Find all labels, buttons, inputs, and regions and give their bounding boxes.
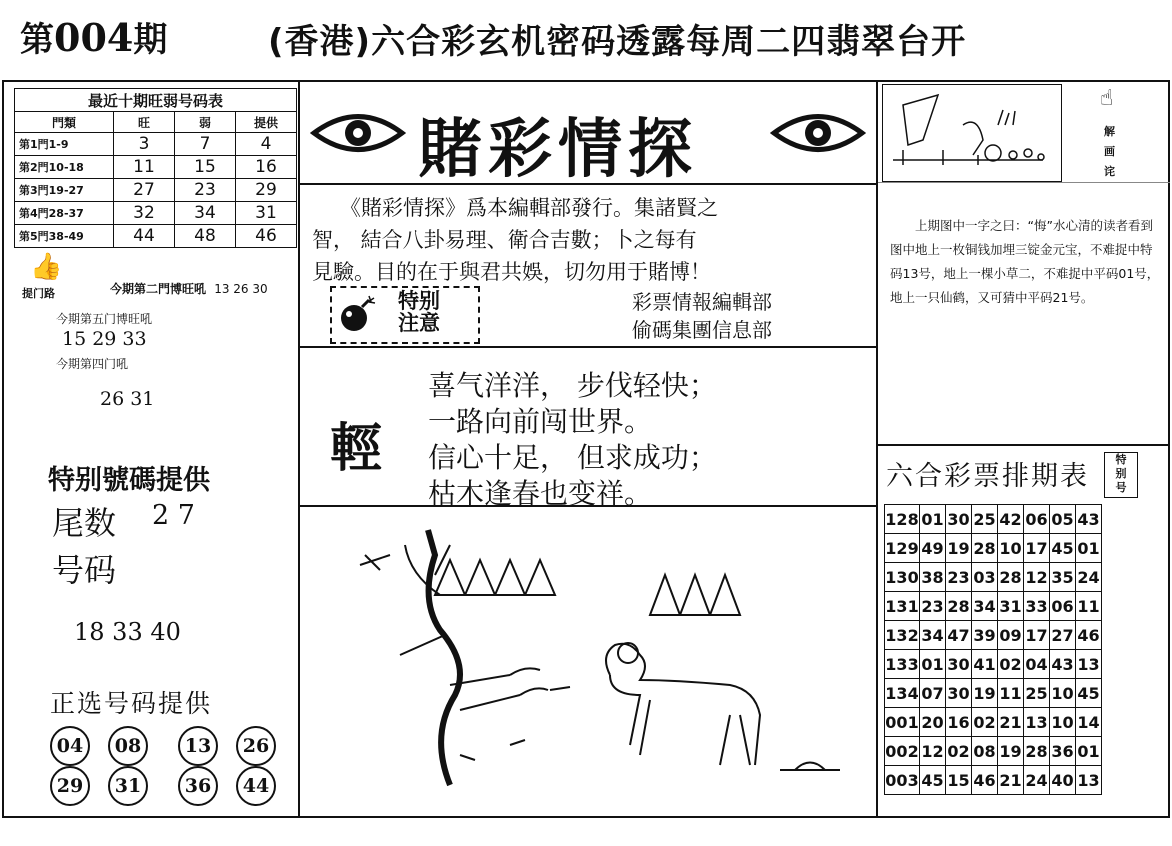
schedule-row bbox=[885, 534, 1102, 563]
row-label: 第2門10-18 bbox=[15, 156, 114, 179]
schedule-number: 08 bbox=[972, 737, 998, 766]
divider bbox=[298, 505, 878, 507]
cell: 48 bbox=[175, 225, 236, 248]
schedule-number: 20 bbox=[920, 708, 946, 737]
schedule-period: 128 bbox=[885, 505, 920, 534]
divider bbox=[298, 183, 878, 185]
table-row bbox=[15, 133, 297, 156]
schedule-number: 25 bbox=[972, 505, 998, 534]
tail-nums: 2 7 bbox=[152, 500, 195, 531]
schedule-row bbox=[885, 766, 1102, 795]
table-row bbox=[15, 225, 297, 248]
schedule-special-label: 特 别 号 bbox=[1104, 452, 1138, 498]
issue-suffix: 期 bbox=[133, 20, 168, 60]
schedule-period: 134 bbox=[885, 679, 920, 708]
col-header: 旺 bbox=[114, 112, 175, 133]
schedule-number: 42 bbox=[998, 505, 1024, 534]
row-label: 第5門38-49 bbox=[15, 225, 114, 248]
col-header: 弱 bbox=[175, 112, 236, 133]
cell: 29 bbox=[236, 179, 297, 202]
pointing-hand-icon: ☝ bbox=[1100, 86, 1114, 111]
schedule-number: 17 bbox=[1024, 621, 1050, 650]
schedule-number: 24 bbox=[1024, 766, 1050, 795]
schedule-number: 30 bbox=[946, 650, 972, 679]
solution-text: 上期图中一字之曰：“悔”水心清的读者看到图中地上一枚铜钱加埋三锭金元宝，不难捉中特码13号，地上一棵小草二，不难捉中平码01号，地上一只仙鹤，又可猜中平码21号。 bbox=[890, 218, 1160, 305]
table-row bbox=[15, 202, 297, 225]
schedule-number: 43 bbox=[1076, 505, 1102, 534]
schedule-number: 01 bbox=[920, 505, 946, 534]
zheng-title: 正选号码提供 bbox=[50, 689, 213, 718]
schedule-number: 23 bbox=[920, 592, 946, 621]
schedule-number: 45 bbox=[1050, 534, 1076, 563]
schedule-number: 12 bbox=[1024, 563, 1050, 592]
logo-title: 賭彩情探 bbox=[418, 113, 698, 187]
special-title: 特别號碼提供 bbox=[48, 465, 210, 496]
schedule-number: 45 bbox=[1076, 679, 1102, 708]
schedule-number: 09 bbox=[998, 621, 1024, 650]
ten-period-table bbox=[14, 88, 297, 248]
tail-label: 尾数 bbox=[52, 504, 117, 542]
schedule-table bbox=[884, 504, 1102, 795]
poem-char: 輕 bbox=[330, 419, 383, 479]
row-label: 第3門19-27 bbox=[15, 179, 114, 202]
col-header: 門類 bbox=[15, 112, 114, 133]
puzzle-illustration bbox=[882, 84, 1062, 182]
schedule-number: 36 bbox=[1050, 737, 1076, 766]
schedule-number: 28 bbox=[1024, 737, 1050, 766]
schedule-number: 11 bbox=[998, 679, 1024, 708]
schedule-number: 35 bbox=[1050, 563, 1076, 592]
org-name-2: 偷碼集團信息部 bbox=[632, 318, 772, 342]
tip-line2-nums: 15 29 33 bbox=[62, 328, 147, 350]
cell: 34 bbox=[175, 202, 236, 225]
schedule-number: 27 bbox=[1050, 621, 1076, 650]
schedule-number: 02 bbox=[998, 650, 1024, 679]
intro-line: 《賭彩情探》爲本編輯部發行。集諸賢之 bbox=[340, 196, 718, 220]
zheng-num: 04 bbox=[50, 726, 90, 766]
zheng-num: 31 bbox=[108, 766, 148, 806]
schedule-number: 23 bbox=[946, 563, 972, 592]
schedule-number: 38 bbox=[920, 563, 946, 592]
schedule-number: 10 bbox=[998, 534, 1024, 563]
schedule-number: 06 bbox=[1024, 505, 1050, 534]
side-label: 解 画 诧 bbox=[1104, 125, 1115, 178]
intro-line: 見驗。目的在于與君共娛，切勿用于賭博！ bbox=[312, 260, 711, 284]
zheng-num: 44 bbox=[236, 766, 276, 806]
cell: 11 bbox=[114, 156, 175, 179]
schedule-number: 28 bbox=[998, 563, 1024, 592]
schedule-number: 03 bbox=[972, 563, 998, 592]
page-title: (香港)六合彩玄机密码透露每周二四翡翠台开 bbox=[268, 22, 967, 62]
schedule-period: 133 bbox=[885, 650, 920, 679]
schedule-number: 28 bbox=[946, 592, 972, 621]
schedule-number: 31 bbox=[998, 592, 1024, 621]
schedule-number: 46 bbox=[1076, 621, 1102, 650]
schedule-number: 07 bbox=[920, 679, 946, 708]
schedule-number: 13 bbox=[1076, 650, 1102, 679]
table-row bbox=[15, 179, 297, 202]
schedule-number: 33 bbox=[1024, 592, 1050, 621]
schedule-number: 40 bbox=[1050, 766, 1076, 795]
eye-icon bbox=[770, 108, 866, 162]
schedule-number: 41 bbox=[972, 650, 998, 679]
cell: 15 bbox=[175, 156, 236, 179]
schedule-number: 21 bbox=[998, 708, 1024, 737]
schedule-period: 129 bbox=[885, 534, 920, 563]
schedule-number: 39 bbox=[972, 621, 998, 650]
intro-line: 智， 結合八卦易理、衛合吉數；卜之每有 bbox=[312, 228, 697, 252]
schedule-number: 12 bbox=[920, 737, 946, 766]
schedule-number: 28 bbox=[972, 534, 998, 563]
tip-line3-label: 今期第四门吼 bbox=[56, 357, 129, 371]
org-name-1: 彩票情報編輯部 bbox=[632, 290, 772, 314]
thumbs-up-icon: 👍 bbox=[30, 252, 63, 282]
schedule-number: 34 bbox=[972, 592, 998, 621]
schedule-number: 01 bbox=[1076, 737, 1102, 766]
zheng-num: 29 bbox=[50, 766, 90, 806]
schedule-number: 10 bbox=[1050, 679, 1076, 708]
illustration bbox=[310, 515, 870, 814]
schedule-number: 13 bbox=[1024, 708, 1050, 737]
schedule-number: 21 bbox=[998, 766, 1024, 795]
schedule-number: 34 bbox=[920, 621, 946, 650]
cell: 3 bbox=[114, 133, 175, 156]
eye-icon bbox=[310, 108, 406, 162]
divider bbox=[878, 444, 1170, 446]
schedule-number: 43 bbox=[1050, 650, 1076, 679]
col-header: 提供 bbox=[236, 112, 297, 133]
schedule-number: 17 bbox=[1024, 534, 1050, 563]
zheng-num: 08 bbox=[108, 726, 148, 766]
schedule-number: 49 bbox=[920, 534, 946, 563]
schedule-title: 六合彩票排期表 bbox=[886, 461, 1089, 492]
bomb-icon bbox=[338, 294, 378, 338]
schedule-number: 13 bbox=[1076, 766, 1102, 795]
schedule-row bbox=[885, 592, 1102, 621]
schedule-number: 11 bbox=[1076, 592, 1102, 621]
tip-tag: 提门路 bbox=[22, 287, 55, 300]
cell: 7 bbox=[175, 133, 236, 156]
table-row bbox=[15, 156, 297, 179]
poem-line: 喜气洋洋， 步伐轻快； bbox=[428, 369, 717, 402]
schedule-number: 19 bbox=[946, 534, 972, 563]
schedule-period: 001 bbox=[885, 708, 920, 737]
poem-line: 信心十足， 但求成功； bbox=[428, 441, 717, 474]
issue-number bbox=[20, 12, 167, 61]
ten-table-title: 最近十期旺弱号码表 bbox=[15, 89, 297, 112]
schedule-number: 30 bbox=[946, 679, 972, 708]
issue-no: 004 bbox=[54, 15, 134, 60]
schedule-number: 46 bbox=[972, 766, 998, 795]
cell: 4 bbox=[236, 133, 297, 156]
schedule-row bbox=[885, 679, 1102, 708]
schedule-number: 19 bbox=[998, 737, 1024, 766]
schedule-number: 10 bbox=[1050, 708, 1076, 737]
schedule-number: 06 bbox=[1050, 592, 1076, 621]
code-label: 号码 bbox=[52, 551, 117, 589]
cell: 44 bbox=[114, 225, 175, 248]
zheng-num: 36 bbox=[178, 766, 218, 806]
schedule-row bbox=[885, 737, 1102, 766]
cell: 16 bbox=[236, 156, 297, 179]
issue-prefix: 第 bbox=[20, 20, 54, 60]
schedule-number: 30 bbox=[946, 505, 972, 534]
tip-line1-nums: 13 26 30 bbox=[214, 282, 268, 296]
schedule-row bbox=[885, 708, 1102, 737]
cell: 32 bbox=[114, 202, 175, 225]
tip-line2-label: 今期第五门博旺吼 bbox=[56, 312, 153, 326]
cell: 23 bbox=[175, 179, 236, 202]
schedule-number: 24 bbox=[1076, 563, 1102, 592]
row-label: 第1門1-9 bbox=[15, 133, 114, 156]
schedule-row bbox=[885, 650, 1102, 679]
schedule-number: 16 bbox=[946, 708, 972, 737]
tip-line1 bbox=[110, 280, 268, 297]
schedule-period: 003 bbox=[885, 766, 920, 795]
schedule-period: 132 bbox=[885, 621, 920, 650]
schedule-number: 25 bbox=[1024, 679, 1050, 708]
notice-label: 特别 注意 bbox=[398, 289, 440, 335]
poem-line: 一路向前闯世界。 bbox=[428, 405, 653, 438]
schedule-number: 19 bbox=[972, 679, 998, 708]
divider bbox=[878, 182, 1170, 183]
poem-line: 枯木逢春也变祥。 bbox=[428, 477, 653, 510]
schedule-number: 02 bbox=[946, 737, 972, 766]
schedule-number: 45 bbox=[920, 766, 946, 795]
schedule-number: 04 bbox=[1024, 650, 1050, 679]
schedule-number: 01 bbox=[920, 650, 946, 679]
row-label: 第4門28-37 bbox=[15, 202, 114, 225]
schedule-number: 14 bbox=[1076, 708, 1102, 737]
schedule-row bbox=[885, 563, 1102, 592]
schedule-row bbox=[885, 505, 1102, 534]
schedule-row bbox=[885, 621, 1102, 650]
schedule-number: 02 bbox=[972, 708, 998, 737]
schedule-number: 47 bbox=[946, 621, 972, 650]
cell: 31 bbox=[236, 202, 297, 225]
schedule-period: 002 bbox=[885, 737, 920, 766]
cell: 27 bbox=[114, 179, 175, 202]
schedule-period: 131 bbox=[885, 592, 920, 621]
schedule-number: 01 bbox=[1076, 534, 1102, 563]
schedule-period: 130 bbox=[885, 563, 920, 592]
cell: 46 bbox=[236, 225, 297, 248]
zheng-num: 13 bbox=[178, 726, 218, 766]
tip-line1-label: 今期第二門博旺吼 bbox=[110, 282, 207, 296]
zheng-num: 26 bbox=[236, 726, 276, 766]
schedule-number: 15 bbox=[946, 766, 972, 795]
schedule-number: 05 bbox=[1050, 505, 1076, 534]
divider bbox=[298, 346, 878, 348]
tip-line3-nums: 26 31 bbox=[100, 388, 155, 410]
code-nums: 18 33 40 bbox=[74, 618, 181, 646]
